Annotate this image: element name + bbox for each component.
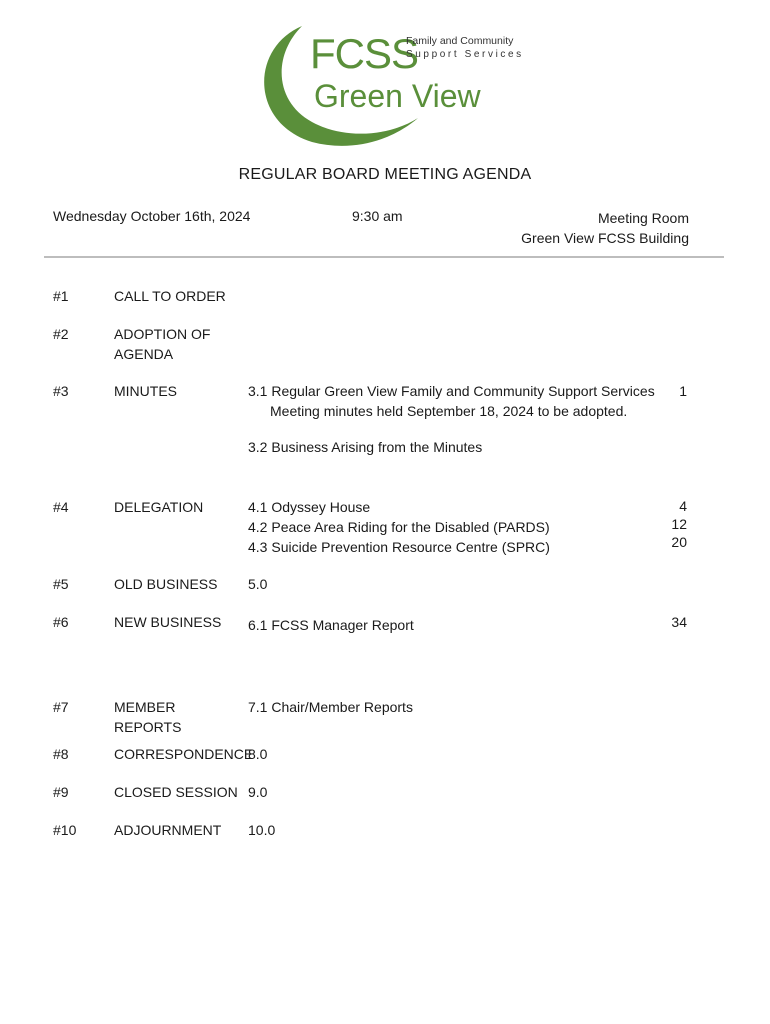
agenda-number: #2 <box>53 326 69 342</box>
agenda-number: #4 <box>53 499 69 515</box>
logo-name: Green View <box>314 78 481 114</box>
agenda-detail: 7.1 Chair/Member Reports <box>248 699 413 715</box>
agenda-detail: 6.1 FCSS Manager Report <box>248 617 414 633</box>
page-reference: 1 <box>679 383 687 399</box>
agenda-number: #9 <box>53 784 69 800</box>
logo-tagline-1: Family and Community <box>406 35 514 47</box>
agenda-number: #6 <box>53 614 69 630</box>
agenda-detail: 5.0 <box>248 576 268 592</box>
detail-line: 3.1 Regular Green View Family and Community Support Services <box>248 383 655 399</box>
agenda-number: #8 <box>53 746 69 762</box>
agenda-number: #1 <box>53 288 69 304</box>
logo-acronym: FCSS <box>310 30 419 77</box>
agenda-label: MEMBER REPORTS <box>114 699 182 735</box>
fcss-green-view-logo <box>250 18 530 148</box>
page-reference: 4 <box>679 498 687 514</box>
page-reference: 12 <box>671 516 687 532</box>
agenda-number: #10 <box>53 822 77 838</box>
agenda-detail: 9.0 <box>248 784 268 800</box>
agenda-label: OLD BUSINESS <box>114 576 218 592</box>
agenda-detail-list <box>248 497 658 557</box>
agenda-detail-3-2: 3.2 Business Arising from the Minutes <box>248 439 483 455</box>
agenda-label: MINUTES <box>114 383 177 399</box>
meeting-location <box>521 208 689 248</box>
delegation-item: 4.2 Peace Area Riding for the Disabled (PARDS) <box>248 519 550 535</box>
page-reference: 34 <box>671 614 687 630</box>
agenda-number: #3 <box>53 383 69 399</box>
page-title: REGULAR BOARD MEETING AGENDA <box>238 166 532 183</box>
logo-tagline-2: Support Services <box>406 49 524 60</box>
agenda-detail-3-1 <box>248 381 658 421</box>
agenda-label: ADOPTION OF AGENDA <box>114 326 211 362</box>
agenda-detail: 8.0 <box>248 746 268 762</box>
agenda-number: #7 <box>53 699 69 715</box>
agenda-number: #5 <box>53 576 69 592</box>
agenda-label: CLOSED SESSION <box>114 784 238 800</box>
page-reference: 20 <box>671 534 687 550</box>
agenda-label: DELEGATION <box>114 499 204 515</box>
delegation-item: 4.1 Odyssey House <box>248 499 371 515</box>
meeting-date: Wednesday October 16th, 2024 <box>53 208 251 224</box>
location-line-1: Meeting Room <box>597 210 689 226</box>
agenda-label: CORRESPONDENCE <box>114 746 254 762</box>
agenda-detail: 10.0 <box>248 822 276 838</box>
page-reference-list <box>640 497 687 551</box>
delegation-item: 4.3 Suicide Prevention Resource Centre (SPRC) <box>248 539 550 555</box>
detail-line: Meeting minutes held September 18, 2024 to be adopted. <box>270 403 628 419</box>
location-line-2: Green View FCSS Building <box>521 230 689 246</box>
meeting-time: 9:30 am <box>352 208 403 224</box>
agenda-label: CALL TO ORDER <box>114 288 226 304</box>
agenda-label: ADJOURNMENT <box>114 822 222 838</box>
agenda-label: NEW BUSINESS <box>114 614 222 630</box>
header-divider <box>44 256 724 258</box>
